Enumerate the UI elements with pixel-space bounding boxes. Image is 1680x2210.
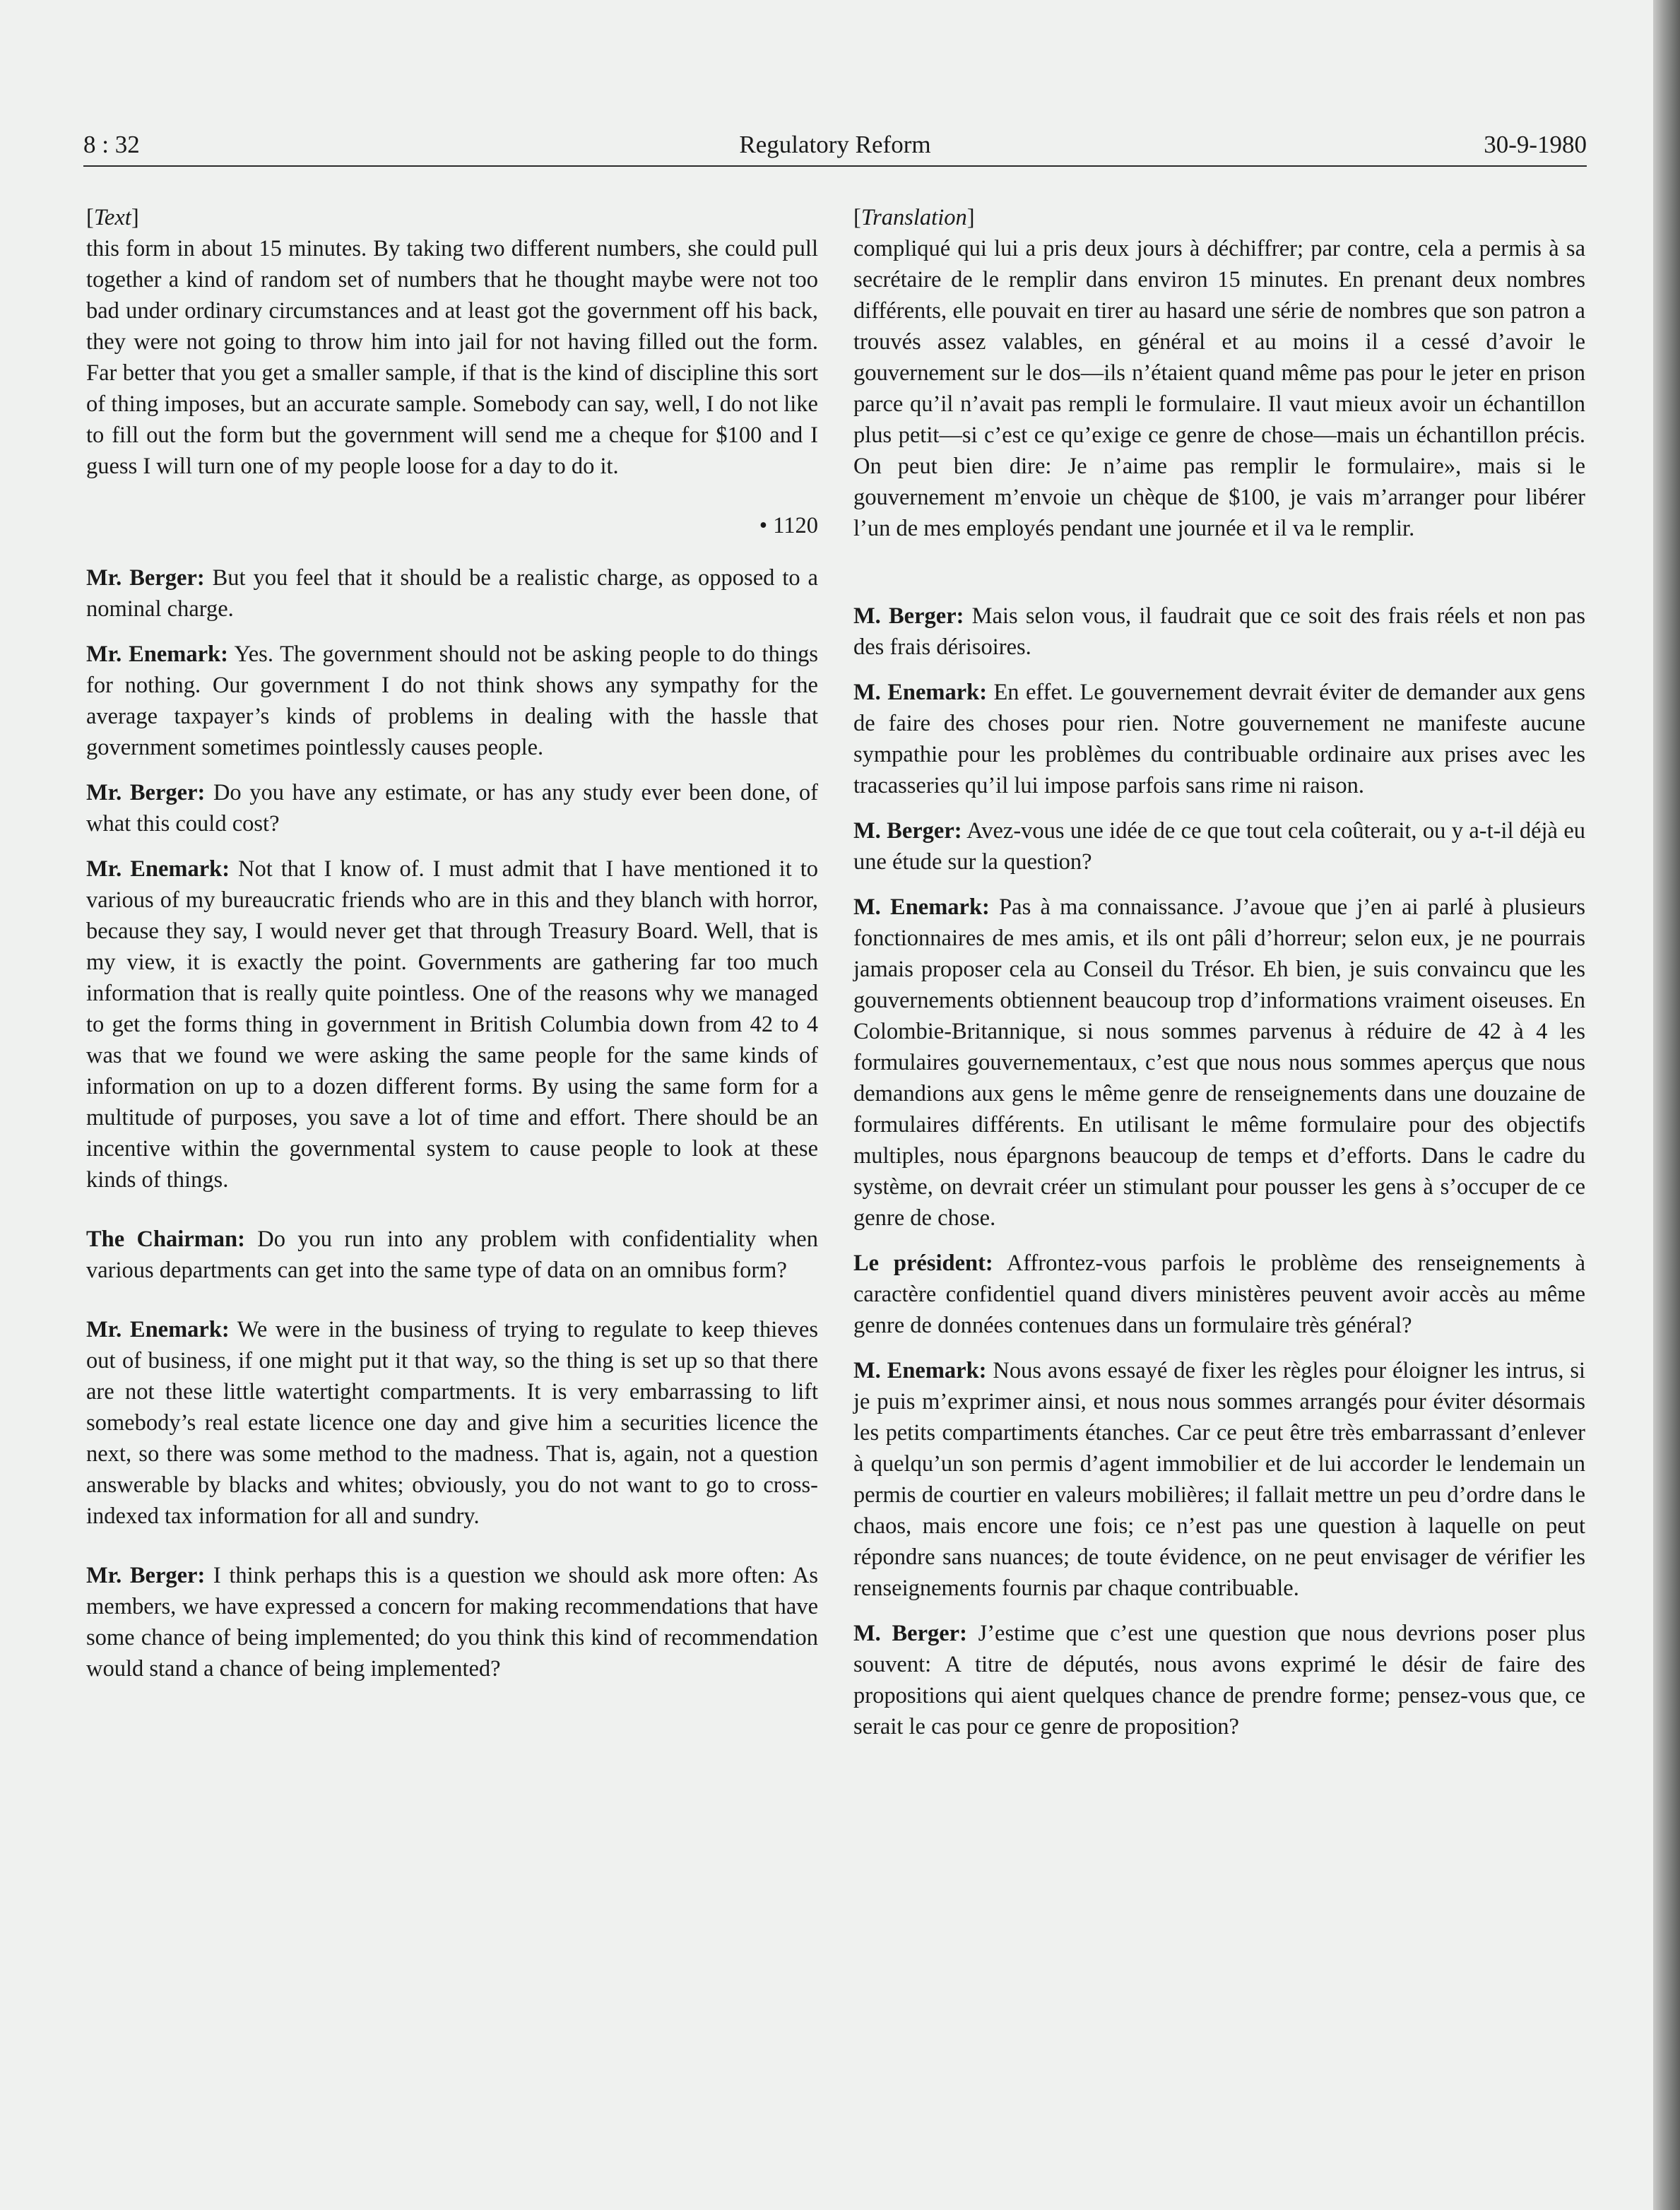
speech-text: We were in the business of trying to regulate to keep thieves out of business, if one might put it that way, so the thing is set up so that there are not these little watertight compartments. It is very embarrassing to lift somebody’s real estate licence one day and give him a securities licence the next, so there was some method to the madness. That is, again, not a question answerable by blacks and whites; obviously, you do not want to go to cross-indexed tax information for all and sundry.: [86, 1317, 818, 1529]
speech-text: Nous avons essayé de fixer les règles pour éloigner les intrus, si je puis m’exprimer ainsi, et nous nous sommes arrangés pour éviter désormais les petits compartiments étanches. Car ce peut être très embarrassant d’enlever à quelqu’un son permis d’agent immobilier et de lui accorder le lendemain un permis de courtier en valeurs mobilières; il fallait mettre un peu d’ordre dans le chaos, mais encore une fois; ce n’est pas une question à laquelle on peut répondre sans nuances; de toute évidence, on ne peut envisager de vérifier les renseignements fournis par chaque contribuable.: [853, 1358, 1585, 1601]
speech-paragraph: [86, 1224, 818, 1286]
speaker-name: Le président:: [853, 1251, 993, 1276]
page-edge-shadow: [1653, 0, 1680, 2210]
speaker-name: M. Enemark:: [853, 680, 988, 705]
speech-paragraph: [853, 601, 1585, 663]
speech-paragraph: [86, 777, 818, 839]
speaker-name: M. Berger:: [853, 818, 962, 844]
speech-text: But you feel that it should be a realistic charge, as opposed to a nominal charge.: [86, 565, 818, 622]
speech-text: Do you have any estimate, or has any study ever been done, of what this could cost?: [86, 780, 818, 837]
header-rule: [83, 165, 1587, 167]
speech-paragraph: [853, 677, 1585, 801]
header-date: 30-9-1980: [1484, 131, 1587, 158]
speaker-name: Mr. Enemark:: [86, 642, 228, 667]
speaker-name: M. Enemark:: [853, 894, 990, 920]
speech-text: Not that I know of. I must admit that I have mentioned it to various of my bureaucratic friends who are in this and they blanch with horror, because they say, I would never get that through Treasury Board. Well, that is my view, it is exactly the point. Governments are gathering far too much information that is really quite pointless. One of the reasons why we managed to get the forms thing in government in British Columbia down from 42 to 4 was that we found we were asking the same people for the same kinds of information on up to a dozen different forms. By using the same form for a multitude of purposes, you save a lot of time and effort. There should be an incentive within the governmental system to cause people to look at these kinds of things.: [86, 856, 818, 1193]
running-title: Regulatory Reform: [739, 131, 931, 158]
speech-text: Avez-vous une idée de ce que tout cela coûterait, ou y a-t-il déjà eu une étude sur la question?: [853, 818, 1585, 875]
speaker-name: The Chairman:: [86, 1227, 245, 1252]
speaker-name: M. Berger:: [853, 603, 964, 629]
speaker-name: Mr. Enemark:: [86, 856, 230, 882]
speech-paragraph: [86, 1314, 818, 1532]
speech-text: Affrontez-vous parfois le problème des renseignements à caractère confidentiel quand divers ministères peuvent avoir accès au même genre de données contenues dans un formulaire très général?: [853, 1251, 1585, 1338]
paragraph-gap: [86, 1546, 818, 1560]
speech-paragraph: [86, 562, 818, 625]
page-header: [83, 127, 1587, 162]
speech-paragraph: [853, 1355, 1585, 1604]
speaker-name: M. Berger:: [853, 1621, 967, 1646]
speech-text: I think perhaps this is a question we should ask more often: As members, we have expressed a concern for making recommendations that have some chance of being implemented; do you think this kind of recommendation would stand a chance of being implemented?: [86, 1563, 818, 1682]
speaker-name: Mr. Enemark:: [86, 1317, 230, 1342]
intro-paragraph: this form in about 15 minutes. By taking two different numbers, she could pull together a kind of random set of numbers that he thought maybe were not too bad under ordinary circumstances and at least got the government off his back, they were not going to throw him into jail for not having filled out the form. Far better that you get a smaller sample, if that is the kind of discipline this sort of thing imposes, but an accurate sample. Somebody can say, well, I do not like to fill out the form but the government will send me a cheque for $100 and I guess I will turn one of my people loose for a day to do it.: [86, 236, 818, 479]
speech-paragraph: [853, 815, 1585, 878]
speech-text: Mais selon vous, il faudrait que ce soit des frais réels et non pas des frais dérisoires.: [853, 603, 1585, 660]
speaker-name: Mr. Berger:: [86, 565, 205, 591]
speech-paragraph: [86, 1560, 818, 1684]
intro-paragraph: compliqué qui lui a pris deux jours à déchiffrer; par contre, cela a permis à sa secrétaire de le remplir dans environ 15 minutes. En prenant deux nombres différents, elle pouvait en tirer au hasard une série de nombres que son patron a trouvés assez valables, en général et au moins il a cessé d’avoir le gouvernement sur le dos—ils n’étaient quand même pas pour le jeter en prison parce qu’il n’avait pas rempli le formulaire. Il vaut mieux avoir un échantillon plus petit—si c’est ce qu’exige ce genre de chose—mais un échantillon précis. On peut bien dire: Je n’aime pas remplir le formulaire», mais si le gouvernement m’envoie un chèque de $100, je vais m’arranger pour libérer l’un de mes employés pendant une journée et il va le remplir.: [853, 236, 1585, 541]
column-tag: [Text]: [86, 205, 139, 230]
time-marker: • 1120: [759, 513, 818, 538]
speech-paragraph: [86, 639, 818, 763]
speaker-name: Mr. Berger:: [86, 780, 206, 805]
speech-text: Do you run into any problem with confidentiality when various departments can get into the same type of data on an omnibus form?: [86, 1227, 818, 1283]
speaker-name: Mr. Berger:: [86, 1563, 206, 1588]
speech-paragraph: [853, 1248, 1585, 1341]
french-column: [853, 202, 1585, 1756]
speech-text: Pas à ma connaissance. J’avoue que j’en ai parlé à plusieurs fonctionnaires de mes amis, et ils ont pâli d’horreur; selon eux, je ne pourrais jamais proposer cela au Conseil du Trésor. Eh bien, je suis convaincu que les gouvernements obtiennent beaucoup trop d’informations vraiment oiseuses. En Colombie-Britannique, si nous sommes parvenus à réduire de 42 à 4 les formulaires gouvernementaux, c’est que nous nous sommes aperçus que nous demandions aux gens le même genre de renseignements dans une douzaine de formulaires différents. En utilisant le même formulaire pour des objectifs multiples, nous épargnons beaucoup de temps et d’efforts. Dans le cadre du système, on devrait créer un stimulant pour pousser les gens à s’occuper de ce genre de chose.: [853, 894, 1585, 1231]
speech-text: Yes. The government should not be asking people to do things for nothing. Our government I do not think shows any sympathy for the average taxpayer’s kinds of problems in dealing with the hassle that government sometimes pointlessly causes people.: [86, 642, 818, 760]
paragraph-gap: [86, 1210, 818, 1224]
speech-text: En effet. Le gouvernement devrait éviter de demander aux gens de faire des choses pour rien. Notre gouvernement ne manifeste aucune sympathie pour les problèmes du contribuable ordinaire aux prises avec les tracasseries qu’il lui impose parfois sans rime ni raison.: [853, 680, 1586, 798]
speech-paragraph: [86, 853, 818, 1195]
page-number: 8 : 32: [83, 131, 140, 158]
speech-paragraph: [853, 892, 1585, 1234]
paragraph-gap: [86, 1300, 818, 1314]
speech-text: J’estime que c’est une question que nous devrions poser plus souvent: A titre de députés, nous avons exprimé le désir de faire des propositions qui aient quelques chance de prendre forme; pensez-vous que, ce serait le cas pour ce genre de proposition?: [853, 1621, 1585, 1739]
column-tag: [Translation]: [853, 205, 975, 230]
speaker-name: M. Enemark:: [853, 1358, 987, 1383]
speech-paragraph: [853, 1618, 1585, 1742]
english-column: [86, 202, 818, 1698]
